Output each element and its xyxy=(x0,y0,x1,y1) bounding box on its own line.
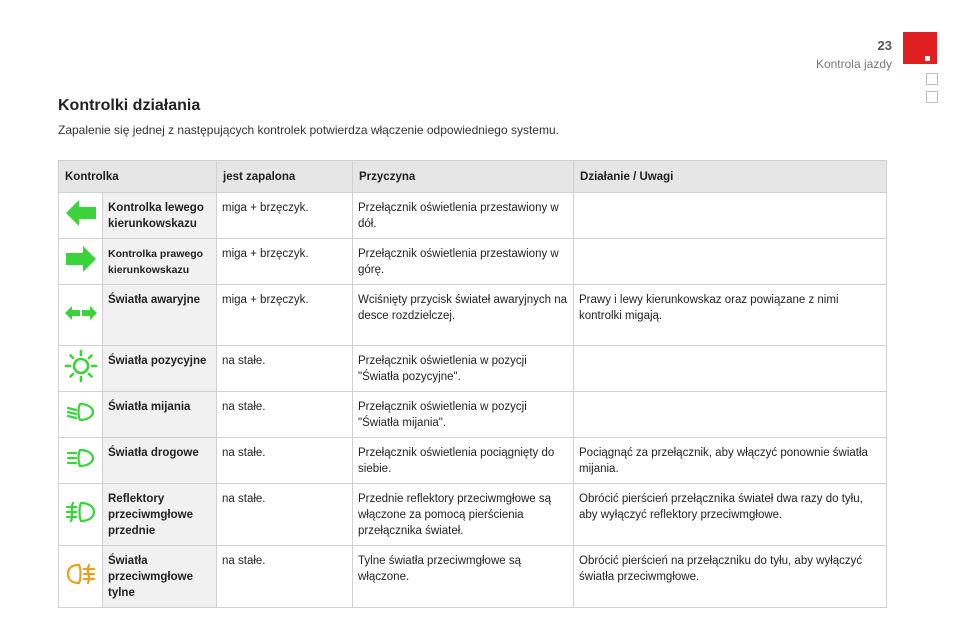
indicator-state: na stałe. xyxy=(217,392,353,438)
indicator-cause: Przełącznik oświetlenia w pozycji "Światła mijania". xyxy=(353,392,574,438)
indicator-name: Kontrolka prawego kierunkowskazu xyxy=(103,239,217,285)
table-row xyxy=(59,285,887,346)
indicator-state: na stałe. xyxy=(217,484,353,546)
table-row xyxy=(59,346,887,392)
header-cause: Przyczyna xyxy=(353,161,574,193)
indicator-cause: Przełącznik oświetlenia w pozycji "Światła pozycyjne". xyxy=(353,346,574,392)
indicator-cause: Przełącznik oświetlenia przestawiony w górę. xyxy=(353,239,574,285)
indicator-name: Kontrolka lewego kierunkowskazu xyxy=(103,193,217,239)
indicator-state: na stałe. xyxy=(217,438,353,484)
header-action: Działanie / Uwagi xyxy=(574,161,887,193)
indicator-action: Prawy i lewy kierunkowskaz oraz powiązane z nimi kontrolki migają. xyxy=(574,285,887,346)
position-lights-icon xyxy=(64,349,98,383)
indicator-state: miga + brzęczyk. xyxy=(217,285,353,346)
dipped-beam-icon xyxy=(66,401,96,423)
nav-box-icon[interactable] xyxy=(926,73,938,85)
indicator-name: Światła awaryjne xyxy=(103,285,217,346)
rear-fog-lamp-icon xyxy=(65,562,97,586)
indicator-table xyxy=(58,160,887,608)
hazard-arrows-icon xyxy=(64,304,98,322)
intro-text: Zapalenie się jednej z następujących kontrolek potwierdza włączenie odpowiedniego systemu. xyxy=(58,123,559,137)
indicator-name: Światła przeciwmgłowe tylne xyxy=(103,546,217,608)
indicator-action xyxy=(574,392,887,438)
indicator-cause: Przełącznik oświetlenia pociągnięty do siebie. xyxy=(353,438,574,484)
table-row xyxy=(59,239,887,285)
indicator-cause: Przełącznik oświetlenia przestawiony w dół. xyxy=(353,193,574,239)
chapter-tab[interactable] xyxy=(903,32,937,64)
tab-marker-icon xyxy=(925,56,930,61)
left-turn-arrow-icon xyxy=(65,197,97,229)
main-beam-icon xyxy=(66,447,96,469)
indicator-action: Obrócić pierścień na przełączniku do tyłu, aby wyłączyć światła przeciwmgłowe. xyxy=(574,546,887,608)
table-row xyxy=(59,193,887,239)
indicator-action: Pociągnąć za przełącznik, aby włączyć ponownie światła mijania. xyxy=(574,438,887,484)
indicator-action xyxy=(574,193,887,239)
table-header-row xyxy=(59,161,887,193)
indicator-cause: Tylne światła przeciwmgłowe są włączone. xyxy=(353,546,574,608)
page-number: 23 xyxy=(877,38,892,53)
indicator-state: miga + brzęczyk. xyxy=(217,239,353,285)
header-indicator: Kontrolka xyxy=(59,161,217,193)
indicator-action: Obrócić pierścień przełącznika świateł dwa razy do tyłu, aby wyłączyć reflektory przeciwmgłowe. xyxy=(574,484,887,546)
indicator-name: Światła drogowe xyxy=(103,438,217,484)
indicator-name: Reflektory przeciwmgłowe przednie xyxy=(103,484,217,546)
front-fog-lamp-icon xyxy=(65,500,97,524)
page-title: Kontrolki działania xyxy=(58,97,201,114)
indicator-cause: Wciśnięty przycisk świateł awaryjnych na desce rozdzielczej. xyxy=(353,285,574,346)
table-row xyxy=(59,546,887,608)
table-row xyxy=(59,392,887,438)
indicator-action xyxy=(574,346,887,392)
indicator-state: miga + brzęczyk. xyxy=(217,193,353,239)
indicator-cause: Przednie reflektory przeciwmgłowe są włączone za pomocą pierścienia przełącznika świateł. xyxy=(353,484,574,546)
nav-box-icon[interactable] xyxy=(926,91,938,103)
indicator-state: na stałe. xyxy=(217,546,353,608)
table-row xyxy=(59,484,887,546)
section-title: Kontrola jazdy xyxy=(815,57,892,71)
indicator-state: na stałe. xyxy=(217,346,353,392)
right-turn-arrow-icon xyxy=(65,243,97,275)
indicator-action xyxy=(574,239,887,285)
table-row xyxy=(59,438,887,484)
indicator-name: Światła pozycyjne xyxy=(103,346,217,392)
header-state: jest zapalona xyxy=(217,161,353,193)
indicator-name: Światła mijania xyxy=(103,392,217,438)
